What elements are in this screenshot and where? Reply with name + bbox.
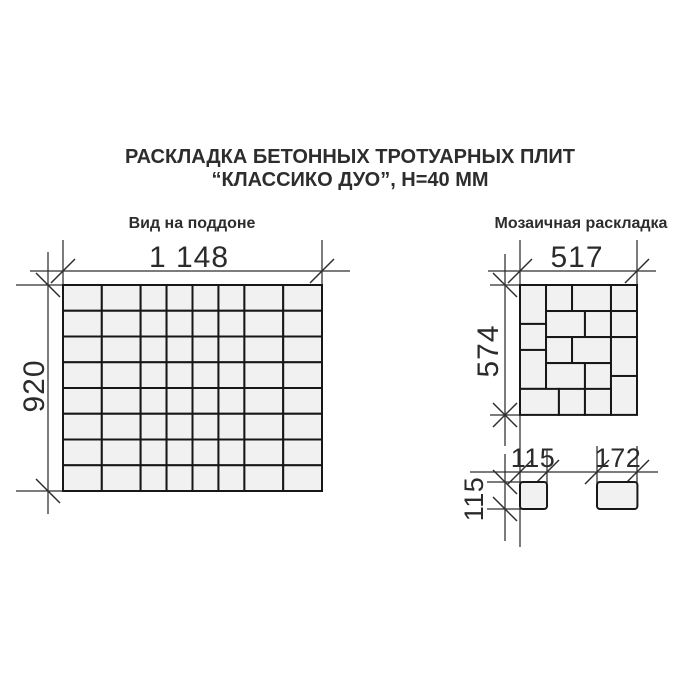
mosaic-pattern xyxy=(520,285,637,415)
pallet-cell xyxy=(63,465,102,491)
mosaic-tile xyxy=(611,337,637,376)
mosaic-tile xyxy=(572,285,611,311)
pallet-cell xyxy=(141,311,167,337)
mosaic-tile xyxy=(572,337,611,363)
pallet-cell xyxy=(167,311,193,337)
pallet-cell xyxy=(283,337,322,363)
pallet-cell xyxy=(244,311,283,337)
pallet-cell xyxy=(218,440,244,466)
pallet-cell xyxy=(167,362,193,388)
mosaic-view-label: Мозаичная раскладка xyxy=(494,215,668,232)
mosaic-tile xyxy=(546,337,572,363)
mosaic-tile xyxy=(546,285,572,311)
mosaic-tile xyxy=(611,311,637,337)
mosaic-tile xyxy=(546,363,585,389)
sample-tiles xyxy=(520,482,637,509)
pallet-cell xyxy=(102,388,141,414)
pallet-cell xyxy=(193,440,219,466)
pallet-cell xyxy=(244,285,283,311)
mosaic-tile xyxy=(520,324,546,350)
pallet-cell xyxy=(283,362,322,388)
mosaic-tile xyxy=(546,311,585,337)
pallet-cell xyxy=(193,362,219,388)
pallet-cell xyxy=(102,311,141,337)
pallet-cell xyxy=(63,285,102,311)
pallet-cell xyxy=(167,285,193,311)
sample-square-tile xyxy=(520,482,547,509)
pallet-cell xyxy=(283,285,322,311)
pallet-grid xyxy=(63,285,322,491)
pallet-cell xyxy=(102,337,141,363)
pallet-cell xyxy=(218,311,244,337)
pallet-cell xyxy=(193,311,219,337)
mosaic-tile xyxy=(611,285,637,311)
mosaic-tile xyxy=(520,350,546,389)
pallet-cell xyxy=(102,285,141,311)
pallet-cell xyxy=(244,388,283,414)
pallet-cell xyxy=(63,440,102,466)
pallet-cell xyxy=(283,465,322,491)
mosaic-tile xyxy=(520,285,546,324)
pallet-cell xyxy=(63,362,102,388)
pallet-cell xyxy=(244,465,283,491)
pallet-cell xyxy=(167,337,193,363)
pallet-cell xyxy=(283,388,322,414)
pallet-cell xyxy=(167,465,193,491)
pallet-cell xyxy=(141,337,167,363)
pallet-cell xyxy=(193,285,219,311)
pallet-width-dimension: 1 148 xyxy=(148,241,230,274)
pallet-cell xyxy=(244,362,283,388)
pallet-cell xyxy=(218,388,244,414)
mosaic-tile xyxy=(559,389,585,415)
pallet-cell xyxy=(63,388,102,414)
pallet-cell xyxy=(283,440,322,466)
pallet-cell xyxy=(218,285,244,311)
mosaic-tile xyxy=(520,389,559,415)
mosaic-height-dimension: 574 xyxy=(472,324,505,378)
pallet-view-label: Вид на поддоне xyxy=(128,215,256,232)
pallet-cell xyxy=(141,465,167,491)
pallet-cell xyxy=(141,440,167,466)
pallet-cell xyxy=(167,414,193,440)
pallet-cell xyxy=(218,465,244,491)
mosaic-tile xyxy=(585,363,611,389)
pallet-cell xyxy=(63,414,102,440)
mosaic-tile xyxy=(585,389,611,415)
pallet-cell xyxy=(102,362,141,388)
pallet-cell xyxy=(193,465,219,491)
sample-rect-tile xyxy=(597,482,637,509)
pallet-cell xyxy=(102,414,141,440)
pallet-cell xyxy=(218,414,244,440)
pallet-cell xyxy=(102,440,141,466)
pallet-cell xyxy=(63,337,102,363)
pallet-cell xyxy=(141,285,167,311)
pallet-cell xyxy=(193,388,219,414)
pallet-cell xyxy=(244,337,283,363)
sample-square-width-dimension: 115 xyxy=(510,443,556,473)
pallet-cell xyxy=(218,362,244,388)
pallet-cell xyxy=(167,440,193,466)
main-title-line2: “КЛАССИКО ДУО”, Н=40 ММ xyxy=(211,169,489,191)
pallet-cell xyxy=(167,388,193,414)
pallet-height-dimension: 920 xyxy=(18,359,51,413)
pallet-cell xyxy=(244,414,283,440)
pallet-cell xyxy=(102,465,141,491)
pallet-cell xyxy=(283,414,322,440)
main-title-line1: РАСКЛАДКА БЕТОННЫХ ТРОТУАРНЫХ ПЛИТ xyxy=(125,146,575,168)
mosaic-tile xyxy=(585,311,611,337)
pallet-cell xyxy=(193,414,219,440)
sample-square-height-dimension: 115 xyxy=(459,476,489,522)
pallet-cell xyxy=(141,362,167,388)
pallet-cell xyxy=(218,337,244,363)
sample-rect-width-dimension: 172 xyxy=(594,443,642,473)
pallet-cell xyxy=(141,388,167,414)
pallet-cell xyxy=(141,414,167,440)
mosaic-width-dimension: 517 xyxy=(550,241,604,274)
pallet-cell xyxy=(283,311,322,337)
pallet-cell xyxy=(63,311,102,337)
pallet-cell xyxy=(193,337,219,363)
pallet-cell xyxy=(244,440,283,466)
mosaic-tile xyxy=(611,376,637,415)
